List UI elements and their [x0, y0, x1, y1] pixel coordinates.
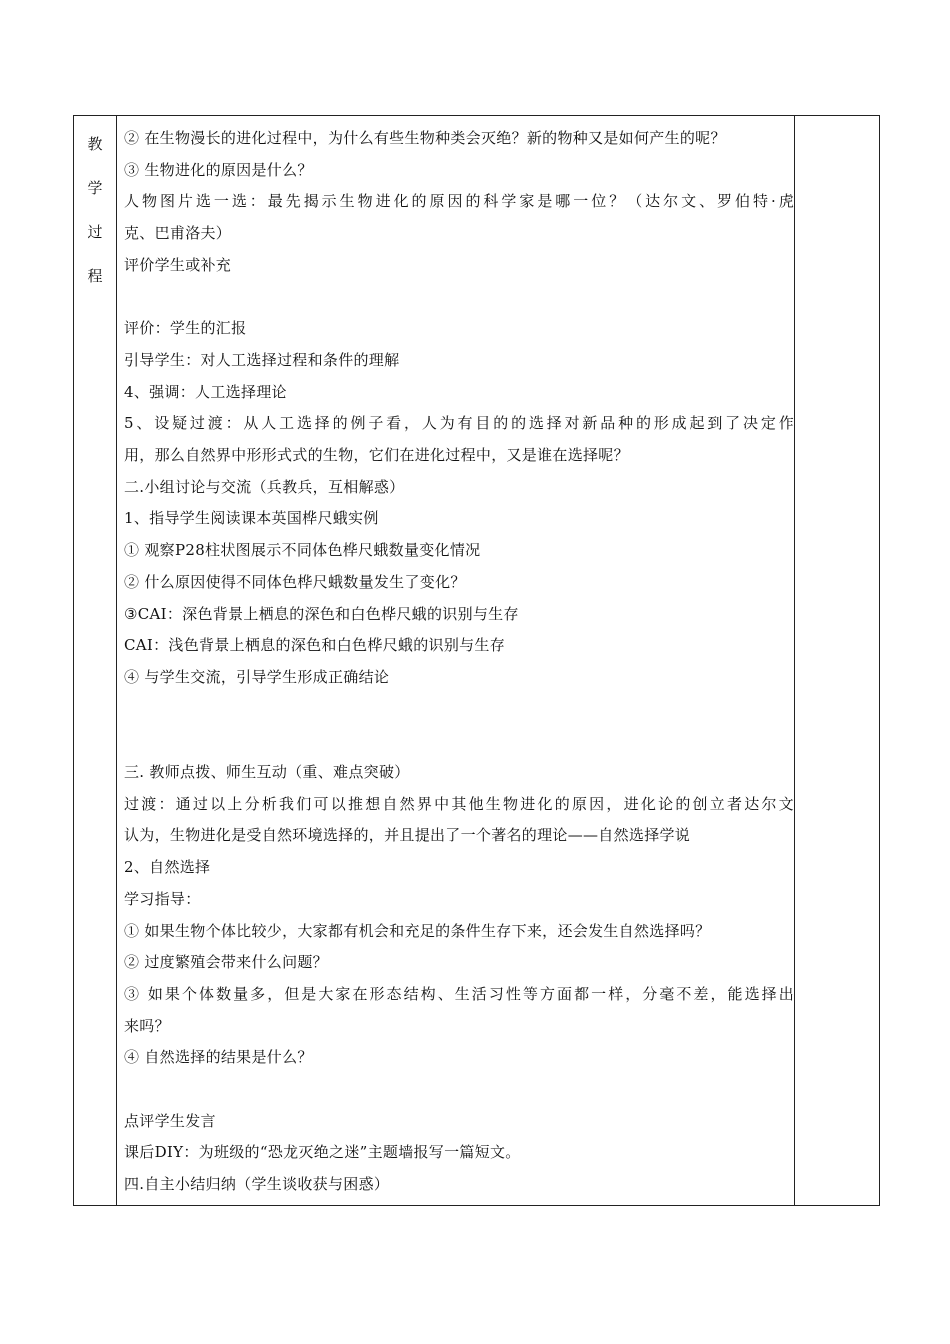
column-divider-left	[116, 116, 117, 1205]
section-label-char: 学	[87, 179, 103, 197]
text-line: 来吗？	[124, 1016, 170, 1035]
text-line: 2、自然选择	[124, 858, 211, 877]
column-divider-right	[794, 116, 795, 1205]
text-line: 评价：学生的汇报	[124, 319, 247, 338]
text-line: ③CAI：深色背景上栖息的深色和白色桦尺蛾的识别与生存	[124, 604, 519, 623]
section-label-char: 过	[87, 223, 103, 241]
text-line: 过渡：通过以上分析我们可以推想自然界中其他生物进化的原因，进化论的创立者达尔文	[124, 794, 794, 813]
blank-line	[124, 1074, 794, 1106]
text-line: ② 什么原因使得不同体色桦尺蛾数量发生了变化？	[124, 572, 466, 591]
text-line: ③ 生物进化的原因是什么？	[124, 160, 313, 179]
lesson-content	[124, 123, 794, 1201]
blank-line	[124, 725, 794, 757]
text-line: 点评学生发言	[124, 1111, 216, 1130]
text-line: 5、设疑过渡：从人工选择的例子看，人为有目的的选择对新品种的形成起到了决定作	[124, 414, 794, 433]
text-line: 二.小组讨论与交流（兵教兵，互相解惑）	[124, 477, 405, 496]
text-line: 克、巴甫洛夫）	[124, 224, 232, 243]
text-line: 1、指导学生阅读课本英国桦尺蛾实例	[124, 509, 379, 528]
text-line: 认为，生物进化是受自然环境选择的，并且提出了一个著名的理论——自然选择学说	[124, 826, 691, 845]
text-line: ④ 与学生交流，引导学生形成正确结论	[124, 667, 390, 686]
blank-line	[124, 282, 794, 314]
text-line: 用，那么自然界中形形式式的生物，它们在进化过程中，又是谁在选择呢？	[124, 446, 629, 465]
text-line: ② 在生物漫长的进化过程中，为什么有些生物种类会灭绝？新的物种又是如何产生的呢？	[124, 129, 726, 147]
text-line: 课后DIY：为班级的“恐龙灭绝之迷”主题墙报写一篇短文。	[124, 1143, 521, 1162]
text-line: 三. 教师点拨、师生互动（重、难点突破）	[124, 763, 410, 782]
section-label-char: 教	[87, 135, 103, 153]
text-line: 人物图片选一选：最先揭示生物进化的原因的科学家是哪一位？（达尔文、罗伯特·虎	[124, 192, 794, 211]
text-line: CAI：浅色背景上栖息的深色和白色桦尺蛾的识别与生存	[124, 636, 506, 655]
section-label-char: 程	[87, 267, 103, 285]
text-line: 四.自主小结归纳（学生谈收获与困惑）	[124, 1175, 390, 1194]
text-line: ① 如果生物个体比较少，大家都有机会和充足的条件生存下来，还会发生自然选择吗？	[124, 921, 711, 940]
text-line: ① 观察P28柱状图展示不同体色桦尺蛾数量变化情况	[124, 541, 481, 560]
text-line: 评价学生或补充	[124, 255, 232, 274]
blank-line	[124, 694, 794, 726]
lesson-table	[73, 115, 880, 1206]
text-line: ③ 如果个体数量多，但是大家在形态结构、生活习性等方面都一样，分毫不差，能选择出	[124, 984, 794, 1003]
text-line: 引导学生：对人工选择过程和条件的理解	[124, 350, 400, 369]
text-line: ② 过度繁殖会带来什么问题？	[124, 953, 328, 972]
text-line: 学习指导：	[124, 889, 201, 908]
text-line: ④ 自然选择的结果是什么？	[124, 1048, 313, 1067]
text-line: 4、强调：人工选择理论	[124, 382, 287, 401]
